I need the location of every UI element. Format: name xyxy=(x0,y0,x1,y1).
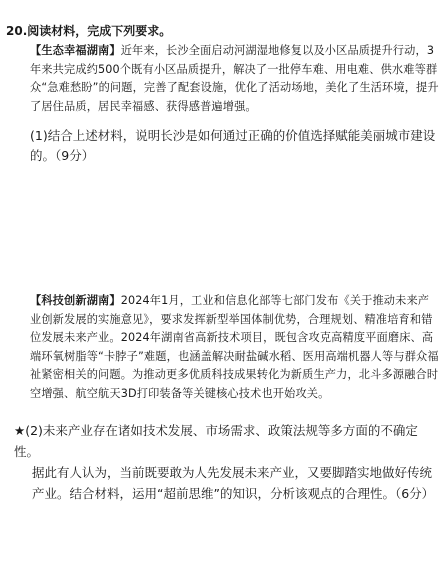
sub-question-2 xyxy=(14,420,440,504)
material-1-text: 近年来，长沙全面启动河湖湿地修复以及小区品质提升行动，3年来共完成约500个既有小区品质提升，解决了一批停车难、用电难、供水难等群众“急难愁盼”的问题，完善了配套设施，优化了活动场地，美化了生活环境，提升了居住品质，居民幸福感、获得感普遍增强。 xyxy=(30,44,439,113)
material-2-tag: 【科技创新湖南】 xyxy=(30,294,121,307)
material-1-tag: 【生态幸福湖南】 xyxy=(30,44,121,57)
question-number: 20. xyxy=(6,24,28,38)
sub-question-2-line1: (2)未来产业存在诸如技术发展、市场需求、政策法规等多方面的不确定性。 xyxy=(14,423,418,459)
question-instruction: 阅读材料，完成下列要求。 xyxy=(27,24,172,38)
sub-question-2-line2: 据此有人认为，当前既要敢为人先发展未来产业，又要脚踏实地做好传统产业。结合材料，运用“超前思维”的知识，分析该观点的合理性。（6分） xyxy=(32,465,435,501)
material-2-text: 2024年1月，工业和信息化部等七部门发布《关于推动未来产业创新发展的实施意见》，要求发挥新型举国体制优势，合理规划、精准培育和错位发展未来产业。2024年湖南省高新技术项目，既包含攻克高精度平面磨床、高端环氧树脂等“卡脖子”难题，也涵盖解决耐盐碱水稻、医用高端机器人等与群众福祉紧密相关的问题。为推动更多优质科技成果转化为新质生产力，北斗多源融合时空增强、航空航天3D打印装备等关键核心技术也开始攻关。 xyxy=(30,294,439,400)
question-header xyxy=(6,22,171,39)
sub-question-1 xyxy=(30,126,440,166)
sub-question-1-text: (1)结合上述材料，说明长沙是如何通过正确的价值选择赋能美丽城市建设的。（9分） xyxy=(30,128,436,163)
material-1 xyxy=(30,42,440,116)
star-icon: ★ xyxy=(14,423,26,438)
material-2 xyxy=(30,292,440,403)
